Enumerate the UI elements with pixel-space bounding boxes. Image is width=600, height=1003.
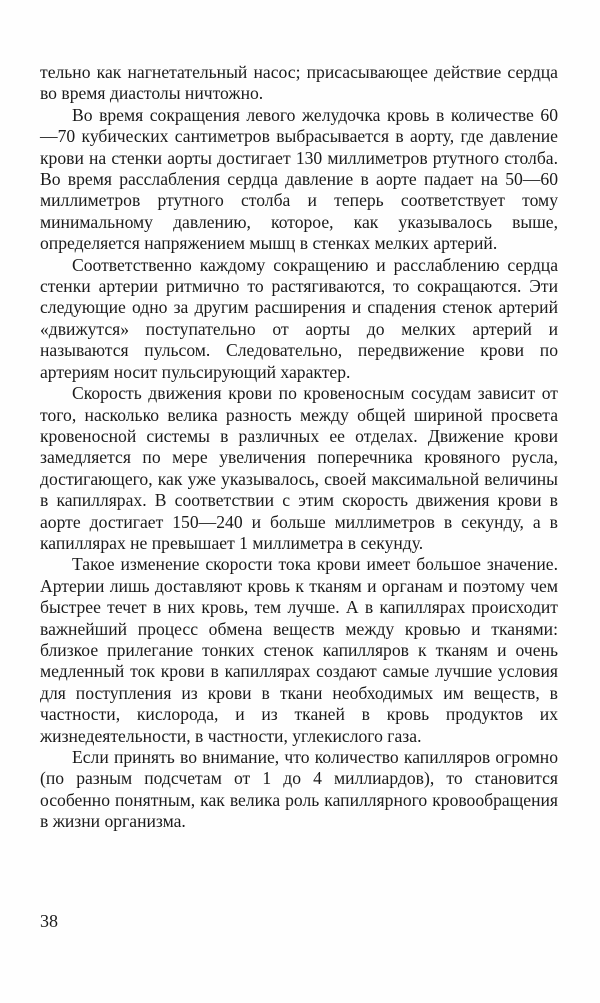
paragraph-blood-speed: Скорость движения крови по кровеносным сосудам зависит от того, насколько велика разность между общей шириной просвета кровеносной системы в различных ее отделах. Движение крови замедляется по мере увеличения поперечника кровяного русла, достигающего, как уже указывалось, своей максимальной величины в капиллярах. В соответствии с этим скорость движения крови в аорте достигает 150—240 и больше миллиметров в секунду, а в капиллярах не превышает 1 миллиметра в секунду. <box>40 383 558 553</box>
paragraph-capillary-count: Если принять во внимание, что количество капилляров огромно (по разным подсчетам от 1 до 4 миллиардов), то становится особенно понятным, как велика роль капиллярного кровообращения в жизни организма. <box>40 747 558 832</box>
body-text <box>40 62 558 833</box>
paragraph-aorta-pressure: Во время сокращения левого желудочка кровь в количестве 60—70 кубических сантиметров выбрасывается в аорту, где давление крови на стенки аорты достигает 130 миллиметров ртутного столба. Во время расслабления сердца давление в аорте падает на 50—60 миллиметров ртутного столба и теперь соответствует тому минимальному давлению, которое, как указывалось выше, определяется напряжением мышц в стенках мелких артерий. <box>40 104 558 254</box>
page-number: 38 <box>40 911 58 931</box>
paragraph-capillary-exchange: Такое изменение скорости тока крови имеет большое значение. Артерии лишь доставляют кровь к тканям и органам и поэтому чем быстрее течет в них кровь, тем лучше. А в капиллярах происходит важнейший процесс обмена веществ между кровью и тканями: близкое прилегание тонких стенок капилляров к тканям и очень медленный ток крови в капиллярах создают самые лучшие условия для поступления из крови в ткани необходимых им веществ, в частности, кислорода, и из тканей в кровь продуктов их жизнедеятельности, в частности, углекислого газа. <box>40 554 558 746</box>
paragraph-continuation: тельно как нагнетательный насос; присасывающее действие сердца во время диастолы ничтожно. <box>40 62 558 104</box>
paragraph-pulse: Соответственно каждому сокращению и расслаблению сердца стенки артерии ритмично то растягиваются, то сокращаются. Эти следующие одно за другим расширения и спадения стенок артерий «движутся» поступательно от аорты до мелких артерий и называются пульсом. Следовательно, передвижение крови по артериям носит пульсирующий характер. <box>40 254 558 382</box>
